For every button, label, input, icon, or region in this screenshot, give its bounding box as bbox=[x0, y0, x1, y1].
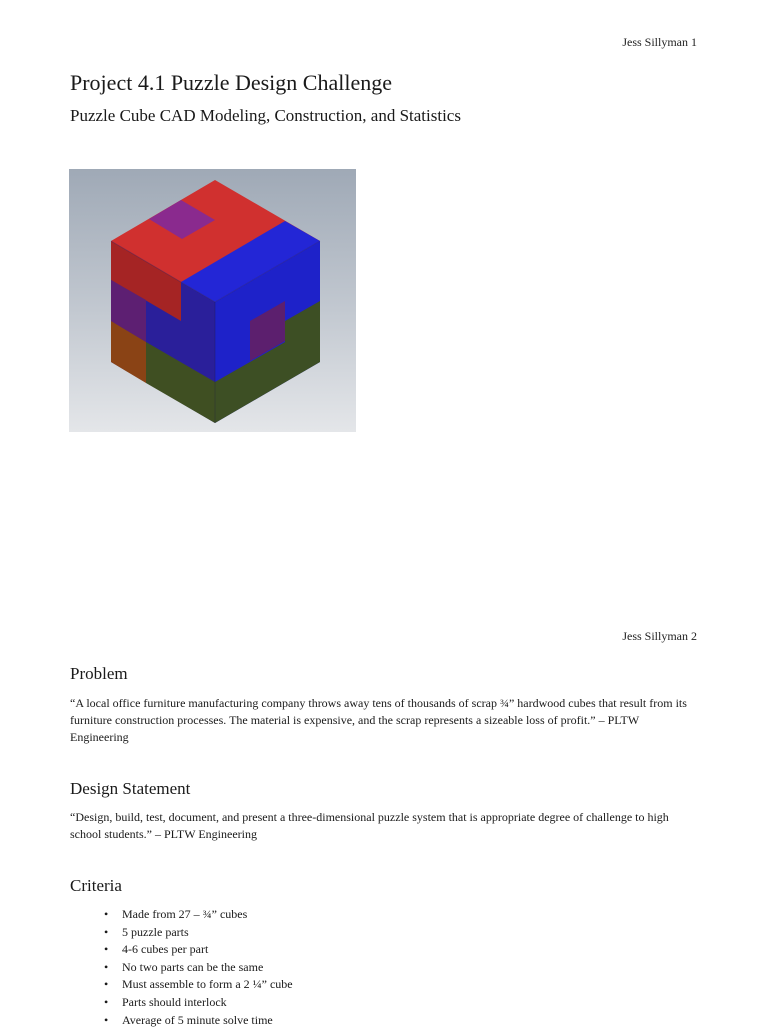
puzzle-cube-render-image bbox=[69, 169, 356, 432]
document-subtitle: Puzzle Cube CAD Modeling, Construction, and Statistics bbox=[70, 106, 461, 125]
criteria-list bbox=[70, 906, 293, 1029]
design-statement-text: “Design, build, test, document, and present a three-dimensional puzzle system that is appropriate degree of challenge to high school students.” – PLTW Engineering bbox=[70, 810, 669, 841]
document-title: Project 4.1 Puzzle Design Challenge bbox=[70, 70, 392, 95]
problem-text: “A local office furniture manufacturing company throws away tens of thousands of scrap ¾” hardwood cubes that result from its furniture construction processes. The material is expensive, and the scrap represents a sizeable loss of profit.” – PLTW Engineering bbox=[70, 696, 687, 744]
criteria-item: • Must assemble to form a 2 ¼” cube bbox=[122, 976, 293, 994]
problem-heading: Problem bbox=[70, 664, 128, 683]
criteria-item: • 4-6 cubes per part bbox=[122, 941, 293, 959]
criteria-item: • Average of 5 minute solve time bbox=[122, 1012, 293, 1029]
design-statement-heading: Design Statement bbox=[70, 779, 191, 798]
criteria-item: • Made from 27 – ¾” cubes bbox=[122, 906, 293, 924]
criteria-item: • Parts should interlock bbox=[122, 994, 293, 1012]
criteria-heading: Criteria bbox=[70, 876, 122, 895]
criteria-item: • No two parts can be the same bbox=[122, 959, 293, 977]
page-header-name: Jess Sillyman 1 bbox=[622, 35, 697, 49]
criteria-item: • 5 puzzle parts bbox=[122, 924, 293, 942]
page-header-name: Jess Sillyman 2 bbox=[622, 629, 697, 643]
